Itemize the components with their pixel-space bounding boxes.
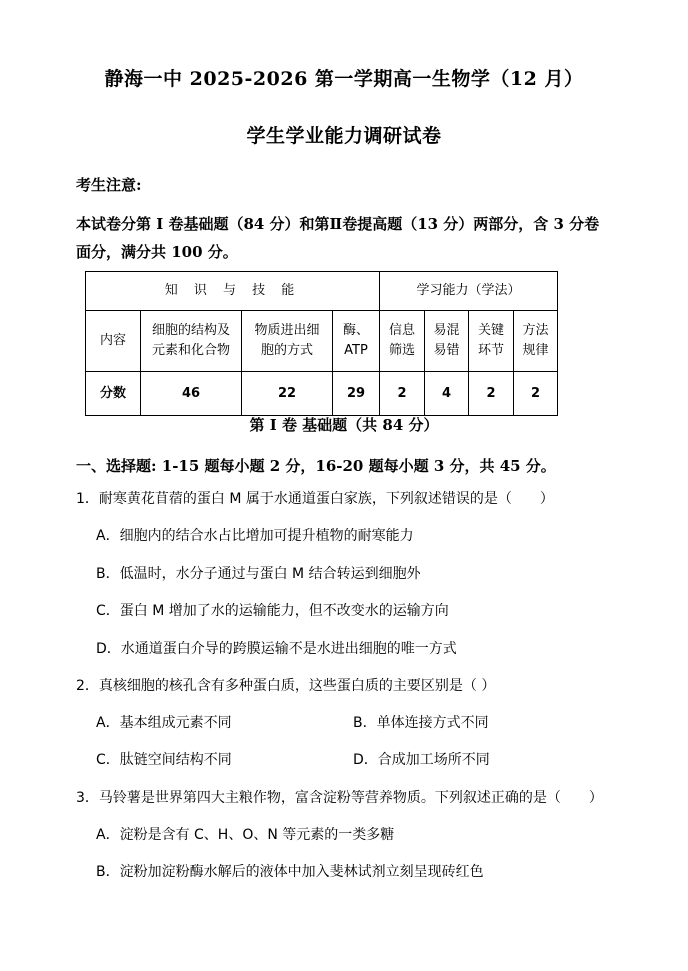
notice-line-1: 本试卷分第 I 卷基础题（84 分）和第Ⅱ卷提高题（13 分）两部分，含 3 分卷 [76, 215, 600, 233]
question-stem: 1．耐寒黄花苜蓿的蛋白 M 属于水通道蛋白家族，下列叙述错误的是（ ） [76, 491, 554, 507]
score-table [85, 271, 558, 416]
question-option: B．单体连接方式不同 [353, 715, 489, 731]
question-option: C．蛋白 M 增加了水的运输能力，但不改变水的运输方向 [96, 603, 449, 619]
table-score-cell: 22 [242, 372, 333, 416]
table-col-header: 酶、 ATP [333, 311, 380, 372]
question-option: A．细胞内的结合水占比增加可提升植物的耐寒能力 [96, 528, 414, 544]
table-score-cell: 2 [380, 372, 425, 416]
table-row-label-score: 分数 [86, 372, 141, 416]
table-col-header: 信息 筛选 [380, 311, 425, 372]
table-col-header: 物质进出细 胞的方式 [242, 311, 333, 372]
question-stem: 3．马铃薯是世界第四大主粮作物，富含淀粉等营养物质。下列叙述正确的是（ ） [76, 790, 603, 806]
question-option: D．水通道蛋白介导的跨膜运输不是水进出细胞的唯一方式 [96, 641, 457, 657]
table-col-header: 关键 环节 [469, 311, 514, 372]
question-option: B．低温时，水分子通过与蛋白 M 结合转运到细胞外 [96, 566, 421, 582]
table-score-cell: 4 [425, 372, 469, 416]
question-option: D．合成加工场所不同 [353, 752, 490, 768]
table-score-cell: 46 [141, 372, 242, 416]
notice-line-2: 面分，满分共 100 分。 [76, 243, 238, 261]
table-col-header: 易混 易错 [425, 311, 469, 372]
question-stem: 2．真核细胞的核孔含有多种蛋白质，这些蛋白质的主要区别是（ ） [76, 678, 496, 694]
question-option: A．淀粉是含有 C、H、O、N 等元素的一类多糖 [96, 827, 395, 843]
question-option: B．淀粉加淀粉酶水解后的液体中加入斐林试剂立刻呈现砖红色 [96, 864, 484, 880]
question-option: A．基本组成元素不同 [96, 715, 232, 731]
table-score-cell: 29 [333, 372, 380, 416]
table-col-header: 方法 规律 [514, 311, 558, 372]
part-title: 一、选择题: 1-15 题每小题 2 分，16-20 题每小题 3 分，共 45 分。 [76, 457, 556, 475]
table-row-label-content: 内容 [86, 311, 141, 372]
table-score-cell: 2 [514, 372, 558, 416]
table-group-knowledge: 知 识 与 技 能 [86, 272, 380, 311]
section-title: 第 I 卷 基础题（共 84 分） [249, 416, 439, 434]
table-score-cell: 2 [469, 372, 514, 416]
notice-heading: 考生注意: [76, 176, 142, 194]
exam-title: 静海一中 2025-2026 第一学期高一生物学（12 月） [104, 68, 584, 90]
exam-subtitle: 学生学业能力调研试卷 [246, 125, 442, 147]
table-group-ability: 学习能力（学法） [380, 272, 558, 311]
table-col-header: 细胞的结构及 元素和化合物 [141, 311, 242, 372]
question-option: C．肽链空间结构不同 [96, 752, 232, 768]
